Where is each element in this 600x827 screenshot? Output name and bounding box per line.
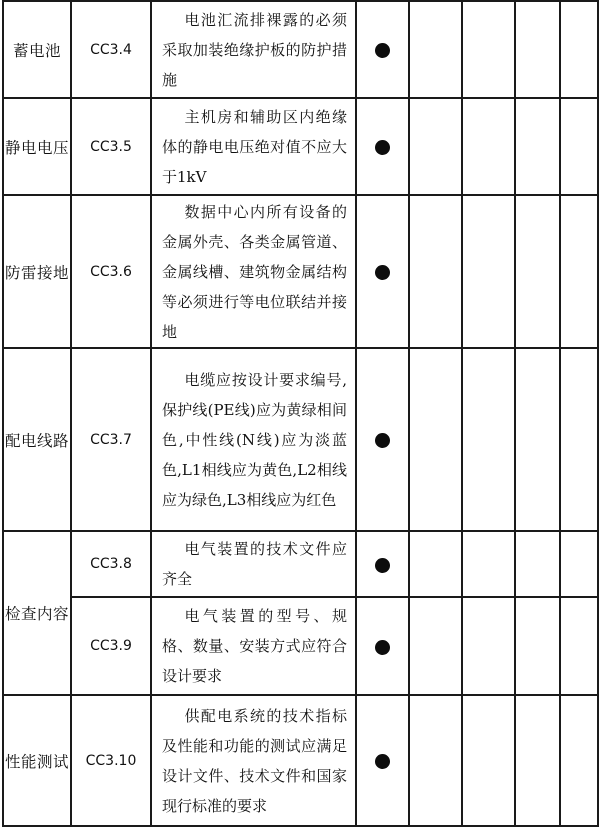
table-row — [3, 348, 598, 531]
empty-cell — [560, 348, 598, 531]
empty-cell — [515, 348, 560, 531]
filled-dot-icon — [375, 754, 390, 769]
requirement-cell: 供配电系统的技术指标及性能和功能的测试应满足设计文件、技术文件和国家现行标准的要求 — [151, 695, 356, 826]
requirement-cell: 电池汇流排裸露的必须采取加装绝缘护板的防护措施 — [151, 1, 356, 98]
requirement-cell: 数据中心内所有设备的金属外壳、各类金属管道、金属线槽、建筑物金属结构等必须进行等电位联结并接地 — [151, 195, 356, 348]
requirement-cell: 电气装置的技术文件应齐全 — [151, 531, 356, 597]
mark-cell — [356, 531, 409, 597]
mark-cell — [356, 1, 409, 98]
filled-dot-icon — [375, 640, 390, 655]
category-cell: 性能测试 — [3, 695, 71, 826]
empty-cell — [462, 1, 515, 98]
code-cell: CC3.8 — [71, 531, 151, 597]
table-row — [3, 98, 598, 195]
mark-cell — [356, 597, 409, 695]
code-cell: CC3.5 — [71, 98, 151, 195]
table-row — [3, 597, 598, 695]
empty-cell — [515, 531, 560, 597]
table-row — [3, 695, 598, 826]
code-cell: CC3.7 — [71, 348, 151, 531]
code-cell: CC3.10 — [71, 695, 151, 826]
empty-cell — [409, 597, 462, 695]
empty-cell — [462, 98, 515, 195]
code-cell: CC3.4 — [71, 1, 151, 98]
mark-cell — [356, 195, 409, 348]
empty-cell — [409, 1, 462, 98]
empty-cell — [409, 195, 462, 348]
filled-dot-icon — [375, 140, 390, 155]
empty-cell — [560, 695, 598, 826]
empty-cell — [515, 695, 560, 826]
empty-cell — [515, 195, 560, 348]
inspection-table — [2, 0, 599, 827]
empty-cell — [560, 195, 598, 348]
category-cell: 配电线路 — [3, 348, 71, 531]
empty-cell — [560, 98, 598, 195]
filled-dot-icon — [375, 265, 390, 280]
empty-cell — [409, 695, 462, 826]
empty-cell — [462, 531, 515, 597]
empty-cell — [515, 597, 560, 695]
empty-cell — [560, 597, 598, 695]
empty-cell — [409, 531, 462, 597]
empty-cell — [560, 531, 598, 597]
code-cell: CC3.9 — [71, 597, 151, 695]
mark-cell — [356, 348, 409, 531]
requirement-cell: 电缆应按设计要求编号,保护线(PE线)应为黄绿相间色,中性线(N线)应为淡蓝色,L1相线应为黄色,L2相线应为绿色,L3相线应为红色 — [151, 348, 356, 531]
empty-cell — [462, 195, 515, 348]
empty-cell — [560, 1, 598, 98]
requirement-cell: 电气装置的型号、规格、数量、安装方式应符合设计要求 — [151, 597, 356, 695]
empty-cell — [462, 695, 515, 826]
filled-dot-icon — [375, 558, 390, 573]
table-row — [3, 1, 598, 98]
code-cell: CC3.6 — [71, 195, 151, 348]
table-row — [3, 531, 598, 597]
empty-cell — [515, 1, 560, 98]
filled-dot-icon — [375, 433, 390, 448]
requirement-cell: 主机房和辅助区内绝缘体的静电电压绝对值不应大于1kV — [151, 98, 356, 195]
empty-cell — [462, 597, 515, 695]
category-cell: 蓄电池 — [3, 1, 71, 98]
empty-cell — [515, 98, 560, 195]
filled-dot-icon — [375, 43, 390, 58]
category-cell: 静电电压 — [3, 98, 71, 195]
mark-cell — [356, 695, 409, 826]
empty-cell — [409, 98, 462, 195]
mark-cell — [356, 98, 409, 195]
table-row — [3, 195, 598, 348]
category-cell: 防雷接地 — [3, 195, 71, 348]
empty-cell — [409, 348, 462, 531]
empty-cell — [462, 348, 515, 531]
category-cell: 检查内容 — [3, 531, 71, 695]
